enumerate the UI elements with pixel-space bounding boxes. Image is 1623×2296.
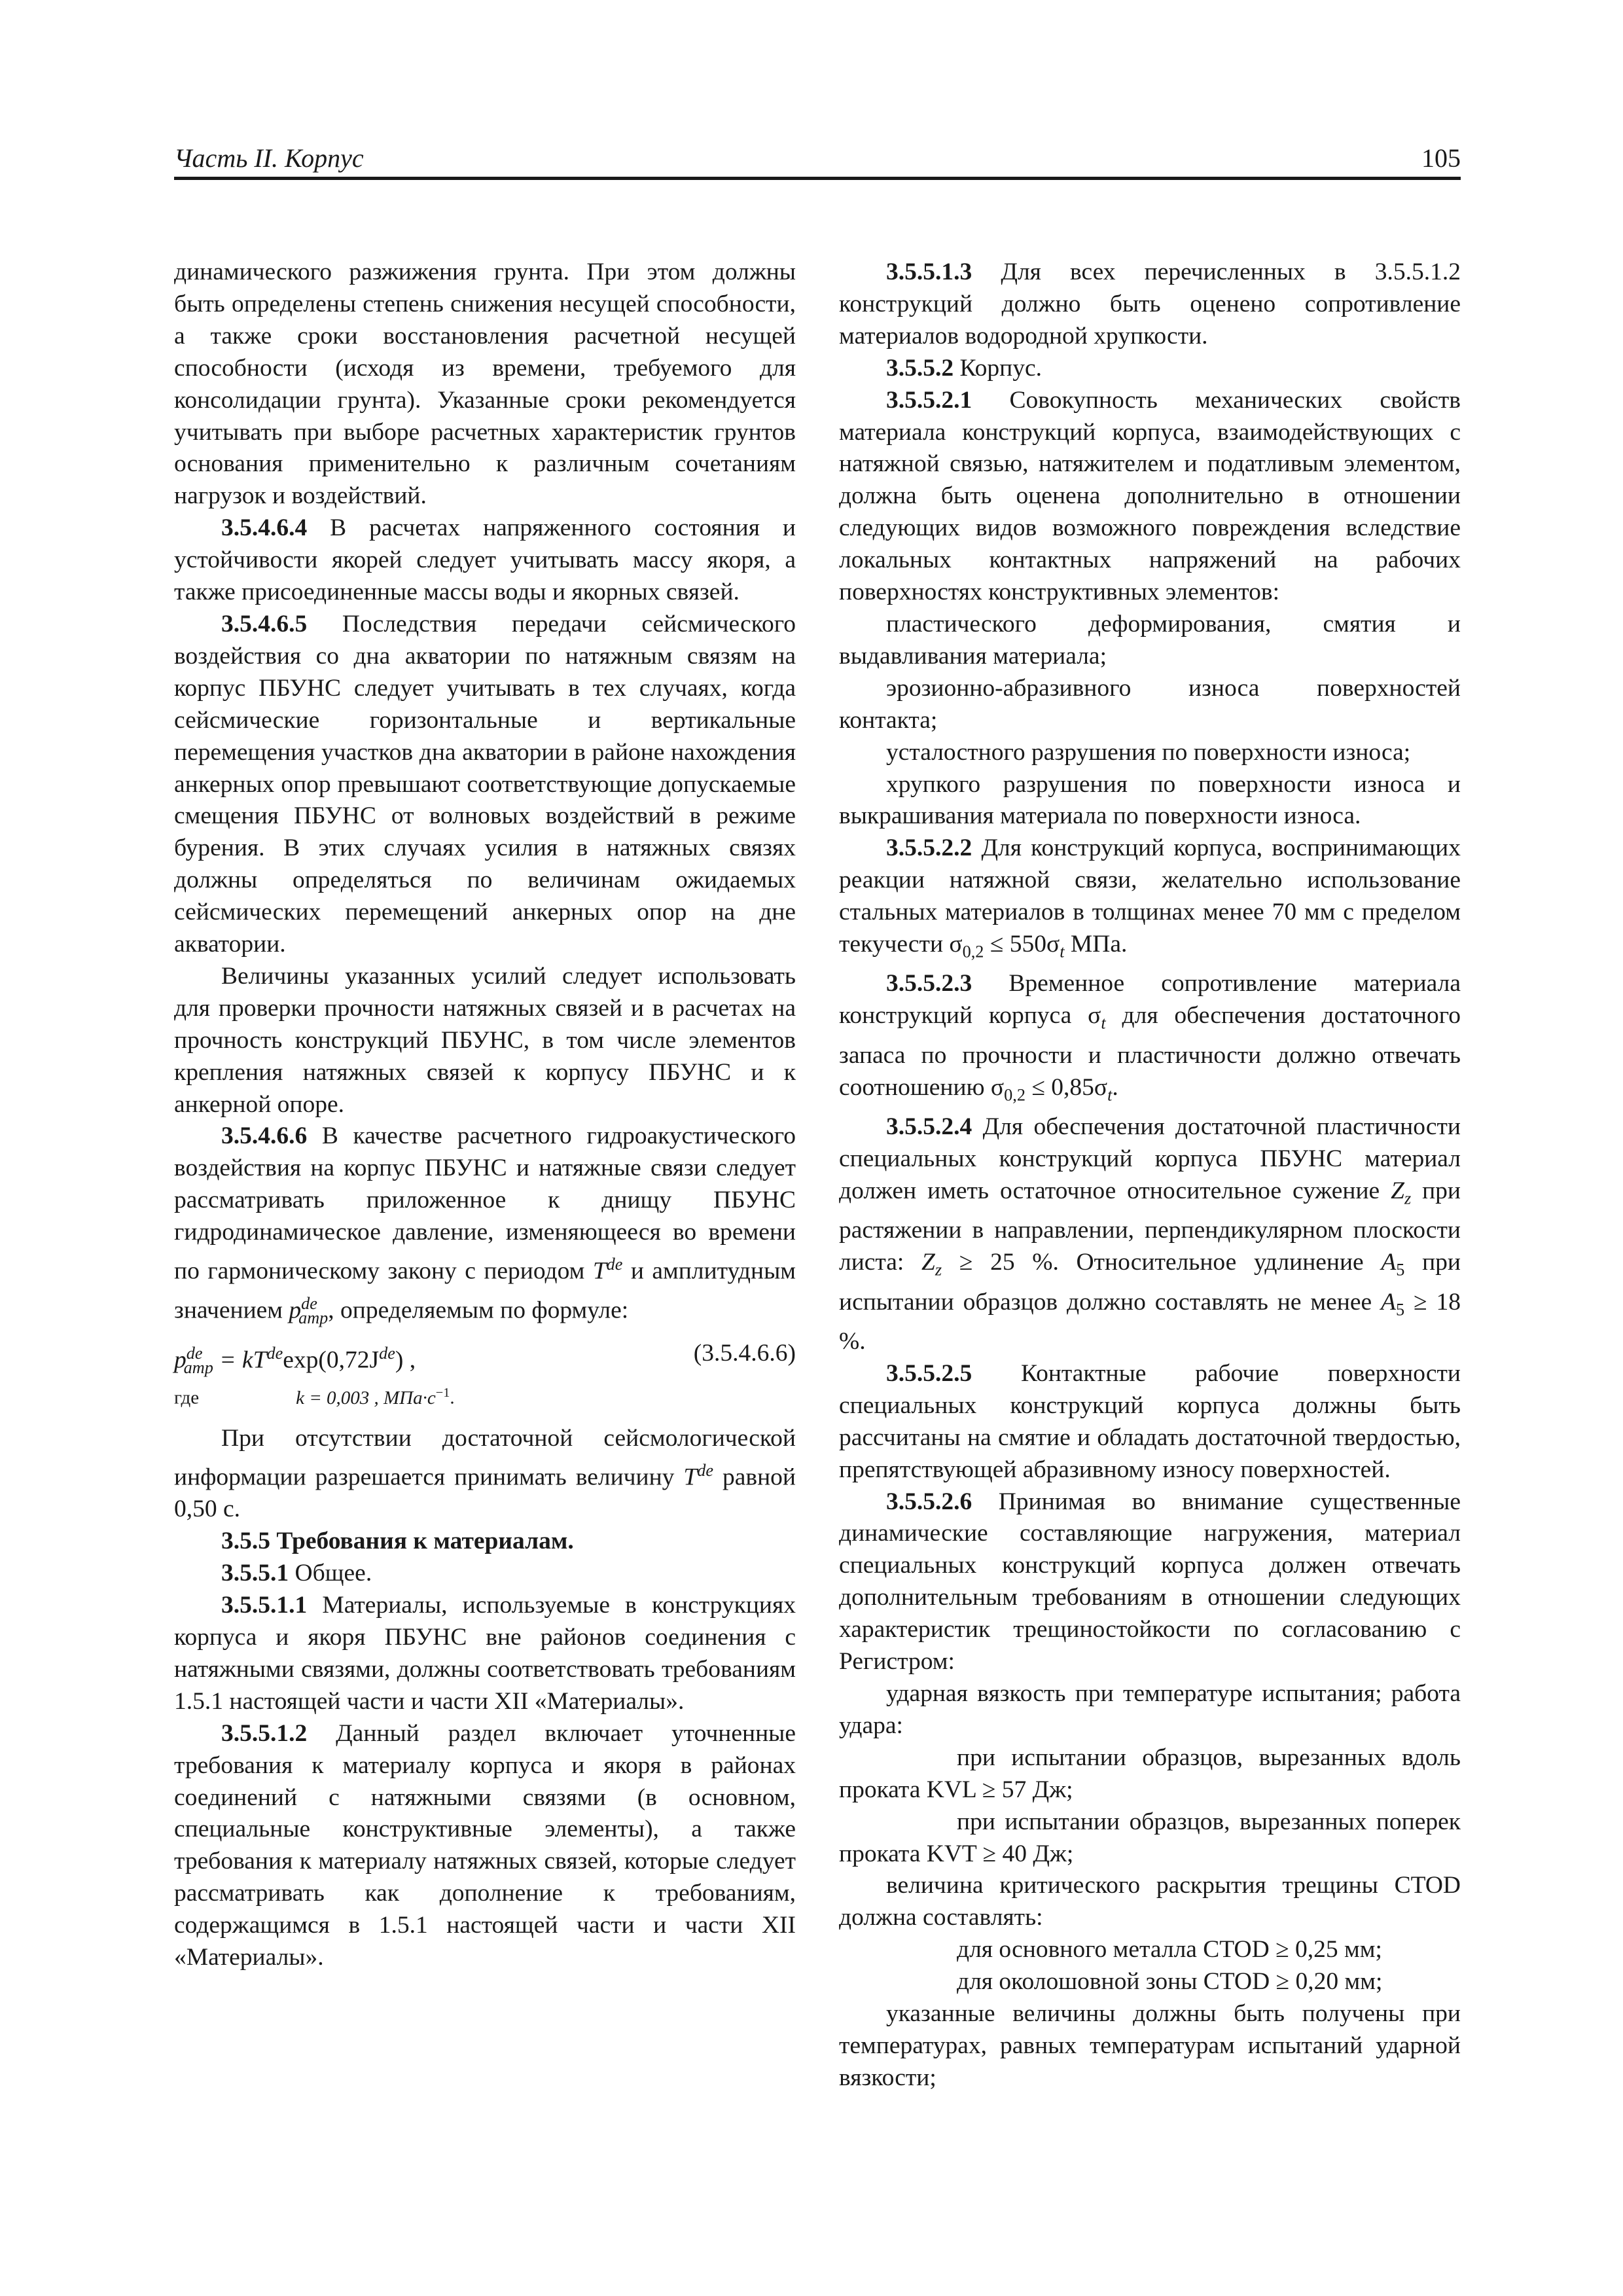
symbol-T: T xyxy=(592,1257,607,1285)
paragraph xyxy=(174,1590,796,1718)
superscript: de xyxy=(606,1255,623,1274)
subscript: 0,2 xyxy=(962,942,984,961)
list-item: при испытании образцов, вырезанных поперек проката KVT ≥ 40 Дж; xyxy=(839,1808,1461,1867)
section-number: 3.5.5.1.2 xyxy=(221,1719,308,1747)
symbol-p: p xyxy=(289,1297,302,1323)
paragraph xyxy=(174,609,796,961)
symbol-T: T xyxy=(683,1463,698,1491)
paragraph xyxy=(839,1358,1461,1486)
paragraph-text: ≥ 25 %. Относительное удлинение xyxy=(942,1249,1382,1276)
section-number: 3.5.5.2 xyxy=(886,354,954,382)
paragraph-text: при испытании образцов должно составлять не менее xyxy=(839,1249,1461,1316)
paragraph-text: Корпус. xyxy=(954,354,1042,382)
list-item: для околошовной зоны CTOD ≥ 0,20 мм; xyxy=(957,1968,1383,1996)
superscript: de xyxy=(186,1344,203,1363)
section-number: 3.5.4.6.4 xyxy=(221,514,308,542)
section-number: 3.5.5.2.4 xyxy=(886,1113,972,1141)
paragraph-text: и амплитудным значением xyxy=(174,1257,796,1323)
subscript: t xyxy=(1107,1085,1113,1105)
paragraph: Величины указанных усилий следует использовать для проверки прочности натяжных связей и в расчетах на прочность конструкций ПБУНС, в том числе элементов крепления натяжных связей к корпусу ПБУНС и к анкерной опоре. xyxy=(174,962,796,1118)
paragraph-text: Совокупность механических свойств материала конструкций корпуса, взаимодействующих с натяжной связью, натяжителем и податливым элементом, должна быть оценена дополнительно в отношении следующих видов возможного повреждения вследствие локальных контактных напряжений на рабочих поверхностях конструктивных элементов: xyxy=(839,386,1461,606)
paragraph xyxy=(174,1121,796,1334)
paragraph xyxy=(174,512,796,609)
subscript: 5 xyxy=(1396,1260,1405,1280)
paragraph-text: ≤ 550σ xyxy=(984,931,1060,958)
subscript: z xyxy=(935,1260,942,1280)
running-title: Часть II. Корпус xyxy=(174,143,364,173)
subscript: amp xyxy=(298,1308,329,1327)
paragraph-text: Для конструкций корпуса, воспринимающих реакции натяжной связи, желательно использование стальных материалов в толщинах менее 70 мм с пределом текучести σ xyxy=(839,834,1461,958)
paragraph xyxy=(839,833,1461,968)
page-header xyxy=(174,143,1461,179)
header-rule xyxy=(174,177,1461,180)
section-number: 3.5.5.1.3 xyxy=(886,259,972,285)
list-item: эрозионно-абразивного износа поверхностей контакта; xyxy=(839,674,1461,734)
paragraph xyxy=(839,257,1461,353)
subscript: t xyxy=(1060,942,1065,961)
formula-number: (3.5.4.6.6) xyxy=(693,1340,796,1367)
list-item: при испытании образцов, вырезанных вдоль проката KVL ≥ 57 Дж; xyxy=(839,1744,1461,1803)
page-number: 105 xyxy=(1421,143,1461,173)
list-item: указанные величины должны быть получены при температурах, равных температурам испытаний ударной вязкости; xyxy=(839,2000,1461,2091)
section-number: 3.5.5.2.1 xyxy=(886,386,972,414)
where-value: k = 0,003 , МПа·с xyxy=(296,1388,436,1409)
section-number: 3.5.5.2.5 xyxy=(886,1359,972,1387)
subscript: z xyxy=(1404,1189,1412,1208)
paragraph: динамического разжижения грунта. При этом должны быть определены степень снижения несущей способности, а также сроки восстановления расчетной несущей способности (исходя из времени, требуемого для консолидации грунта). Указанные сроки рекомендуется учитывать при выборе расчетных характеристик грунтов основания применительно к различным сочетаниям нагрузок и воздействий. xyxy=(174,259,796,510)
subscript: 0,2 xyxy=(1004,1085,1026,1105)
paragraph xyxy=(174,1558,796,1590)
list-item: ударная вязкость при температуре испытания; работа удара: xyxy=(839,1679,1461,1739)
superscript: de xyxy=(301,1293,317,1313)
paragraph-text: Для обеспечения достаточной пластичности специальных конструкций корпуса ПБУНС материал должен иметь остаточное относительное сужение xyxy=(839,1113,1461,1204)
formula-part: ) , xyxy=(395,1346,416,1374)
symbol-Z: Z xyxy=(1391,1177,1404,1204)
formula-part: = kT xyxy=(213,1346,267,1374)
list-item: хрупкого разрушения по поверхности износа и выкрашивания материала по поверхности износа. xyxy=(839,770,1461,830)
paragraph-text: равной 0,50 с. xyxy=(174,1463,796,1523)
subscript: 5 xyxy=(1395,1300,1405,1319)
formula-part: exp(0,72J xyxy=(283,1346,380,1374)
list-item: усталостного разрушения по поверхности износа; xyxy=(886,738,1411,766)
symbol-p: p xyxy=(174,1346,187,1374)
paragraph xyxy=(839,1111,1461,1358)
paragraph xyxy=(839,385,1461,609)
paragraph-text: Последствия передачи сейсмического воздействия со дна акватории по натяжным связям на корпус ПБУНС следует учитывать в тех случаях, когда сейсмические горизонтальные и вертикальные перемещения участков дна акватории в районе нахождения анкерных опор превышают соответствующие допускаемые смещения ПБУНС от волновых воздействий в режиме бурения. В этих случаях усилия в натяжных связях должны определяться по величинам ожидаемых сейсмических перемещений анкерных опор на дне акватории. xyxy=(174,610,796,958)
subscript: t xyxy=(1101,1013,1106,1033)
paragraph xyxy=(839,353,1461,385)
superscript: de xyxy=(697,1460,714,1480)
list-item: для основного металла CTOD ≥ 0,25 мм; xyxy=(957,1936,1382,1964)
paragraph-text: Контактные рабочие поверхности специальных конструкций корпуса должны быть рассчитаны на смятие и обладать достаточной твердостью, препятствующей абразивному износу поверхностей. xyxy=(839,1359,1461,1483)
symbol-Z: Z xyxy=(921,1249,935,1276)
paragraph-text: ≥ 18 %. xyxy=(839,1288,1461,1355)
paragraph xyxy=(174,1423,796,1526)
paragraph-text: , определяемым по формуле: xyxy=(328,1297,629,1323)
paragraph-text: Принимая во внимание существенные динамические составляющие нагружения, материал специальных конструкций корпуса должен отвечать дополнительным требованиям в отношении следующих характеристик трещиностойкости по согласованию с Регистром: xyxy=(839,1488,1461,1676)
formula-legend xyxy=(174,1380,796,1411)
list-item: пластического деформирования, смятия и выдавливания материала; xyxy=(839,610,1461,670)
superscript: de xyxy=(379,1344,395,1363)
paragraph-text: при растяжении в направлении, перпендикулярном плоскости листа: xyxy=(839,1177,1461,1276)
paragraph-text: В расчетах напряженного состояния и устойчивости якорей следует учитывать массу якоря, а также присоединенные массы воды и якорных связей. xyxy=(174,514,796,606)
section-heading xyxy=(174,1526,796,1558)
paragraph-text: Временное сопротивление материала конструкций корпуса σ xyxy=(839,970,1461,1030)
paragraph-text: Общее. xyxy=(289,1560,372,1587)
paragraph-text: . xyxy=(1112,1073,1118,1101)
superscript: de xyxy=(266,1344,283,1363)
where-end: . xyxy=(450,1388,455,1409)
left-column xyxy=(174,257,796,1974)
symbol-A: A xyxy=(1381,1249,1397,1276)
paragraph-text: МПа. xyxy=(1064,931,1128,958)
symbol-A: A xyxy=(1381,1288,1396,1316)
section-number: 3.5.5.2.6 xyxy=(886,1488,972,1515)
section-number: 3.5.4.6.6 xyxy=(221,1122,308,1150)
section-number: 3.5.4.6.5 xyxy=(221,610,308,637)
subscript: amp xyxy=(183,1358,213,1378)
paragraph xyxy=(839,968,1461,1111)
formula-expression xyxy=(174,1338,416,1384)
paragraph xyxy=(839,1486,1461,1678)
paragraph-text: Данный раздел включает уточненные требования к материалу корпуса и якоря в районах соединений с натяжными связями (в основном, специальные конструктивные элементы), а также требования к материалу натяжных связей, которые следует рассматривать как дополнение к требованиям, содержащимся в 1.5.1 настоящей части и части XII «Материалы». xyxy=(174,1719,796,1971)
where-word: где xyxy=(174,1388,200,1409)
section-number: 3.5.5.1 xyxy=(221,1560,289,1587)
paragraph-text: В качестве расчетного гидроакустического воздействия на корпус ПБУНС и натяжные связи следует рассматривать приложенное к днищу ПБУНС гидродинамическое давление, изменяющееся во времени по гармоническому закону с периодом xyxy=(174,1122,796,1285)
section-heading-text: 3.5.5 Требования к материалам. xyxy=(221,1528,574,1555)
list-item: величина критического раскрытия трещины CTOD должна составлять: xyxy=(839,1872,1461,1931)
paragraph-text: ≤ 0,85σ xyxy=(1025,1073,1108,1101)
section-number: 3.5.5.2.2 xyxy=(886,834,972,862)
paragraph-text: Для всех перечисленных в 3.5.5.1.2 конструкций должно быть оценено сопротивление материалов водородной хрупкости. xyxy=(839,259,1461,350)
paragraph-text: Материалы, используемые в конструкциях корпуса и якоря ПБУНС вне районов соединения с натяжными связями, должны соответствовать требованиям 1.5.1 настоящей части и части XII «Материалы». xyxy=(174,1592,796,1715)
section-number: 3.5.5.1.1 xyxy=(221,1592,308,1619)
right-column xyxy=(839,257,1461,2094)
superscript: −1 xyxy=(435,1386,450,1401)
paragraph xyxy=(174,1718,796,1974)
formula xyxy=(174,1338,796,1377)
paragraph-text: для обеспечения достаточного запаса по прочности и пластичности должно отвечать соотношению σ xyxy=(839,1002,1461,1101)
paragraph-text: При отсутствии достаточной сейсмологической информации разрешается принимать величину xyxy=(174,1425,796,1491)
section-number: 3.5.5.2.3 xyxy=(886,970,972,997)
